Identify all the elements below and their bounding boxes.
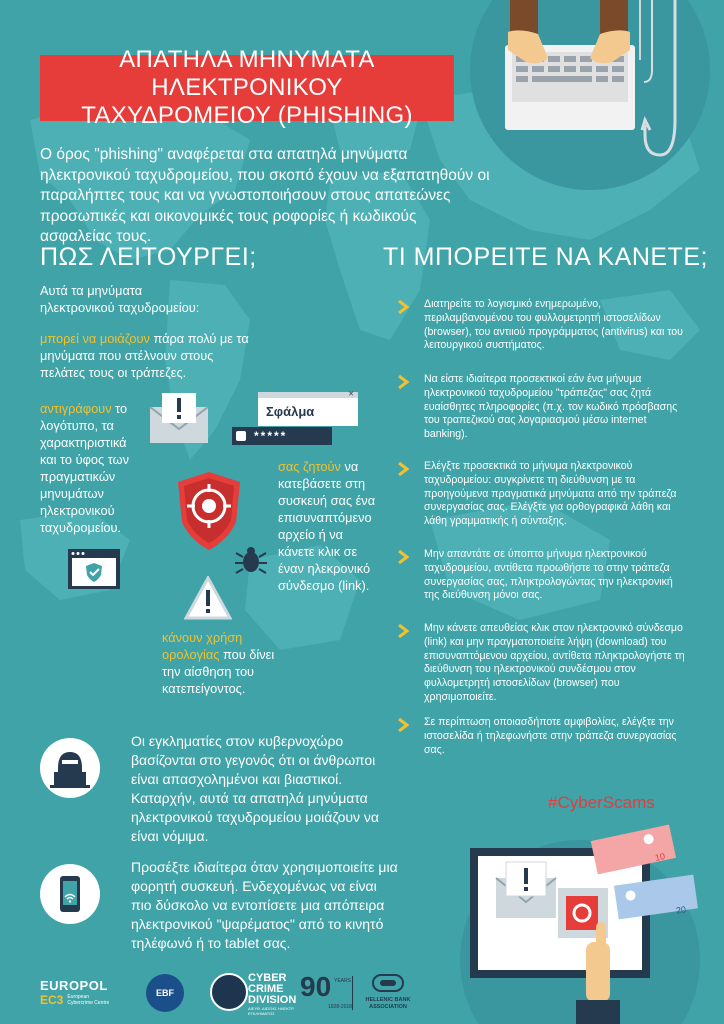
hba-years-label: YEARS: [334, 978, 351, 984]
europol-logo: [40, 978, 140, 1007]
how-item2-highlight: αντιγράφουν: [40, 401, 112, 416]
ec3-subtitle: European Cybercrime Centre: [67, 994, 110, 1006]
ebf-logo: [146, 974, 184, 1012]
error-close-icon: ✕: [348, 391, 354, 398]
what-you-can-do-heading: ΤΙ ΜΠΟΡΕΙΤΕ ΝΑ ΚΑΝΕΤΕ;: [383, 243, 708, 271]
lock-icon: [236, 431, 246, 441]
hba-90-number: 90: [300, 971, 332, 1002]
how-lead-text: Αυτά τα μηνύματα ηλεκτρονικού ταχυδρομείου:: [40, 283, 200, 315]
ec3-logo-text: EC3: [40, 993, 64, 1007]
bottom-paragraph-1: Οι εγκληματίες στον κυβερνοχώρο βασίζονται στο γεγονός ότι οι άνθρωποι είναι απασχολημένοι και βιαστικοί. Καταρχήν, αυτά τα απατηλά μηνύματα ηλεκτρονικού ταχυδρομείου μοιάζουν να είναι νόμιμα.: [131, 733, 380, 844]
hba-emblem-icon: [372, 974, 404, 992]
how-item3-highlight: σας ζητούν: [278, 459, 341, 474]
password-field: [232, 427, 332, 445]
how-item-urgency: [162, 629, 282, 697]
how-item-copy-logo: [40, 400, 140, 536]
banknote-10-value: 10: [654, 851, 666, 863]
tip-4-text: Μην απαντάτε σε ύποπτο μήνυμα ηλεκτρονικού ταχυδρομείου, αντίθετα προωθήστε το στην τράπεζα συνεργασίας σας, πληκτρολογώντας την ηλεκτρονική της διεύθυνση μόνοι σας.: [424, 548, 673, 602]
page-title: [40, 46, 454, 129]
tip-6-text: Σε περίπτωση οποιασδήποτε αμφιβολίας, ελέγξτε την ιστοσελίδα ή τηλεφωνήστε στην τράπεζα συνεργασίας σας.: [424, 716, 677, 756]
fishing-hook-icon: [640, 0, 700, 170]
monitor-phishing-illustration: [466, 822, 706, 1024]
how-item3-text: να κατεβάσετε στη συσκευή σας ένα επισυναπτόμενο αρχείο ή να κάνετε κλικ σε έναν ηλεκρονικό σύνδεσμο (link).: [278, 459, 376, 593]
cybercrime-logo-line3: DIVISION: [248, 994, 297, 1006]
intro-paragraph: Ο όρος "phishing" αναφέρεται στα απατηλά μηνύματα ηλεκτρονικού ταχυδρομείου, που σκοπό έχουν να εξαπατηθούν οι παραλήπτες τους και να γνωστοποιήσουν στους απατεώνες προσωπικές και οικονομικές τους ροφορίες ή κωδικούς ασφαλείας τους.: [40, 146, 490, 245]
how-item1-highlight: μπορεί να μοιάζουν: [40, 331, 150, 346]
tip-2-text: Να είστε ιδιαίτερα προσεκτικοί εάν ένα μήνυμα ηλεκτρονικού ταχυδρομείου "τράπεζας" σας ζητά ευαίσθητες πληροφορίες (π.χ. τον κωδικό πρόσβασης του τραπεζικού σας λογαριασμού μέσω internet banking).: [424, 373, 678, 441]
mobile-phone-icon: [40, 864, 100, 924]
how-item-ask-download: [278, 458, 378, 594]
tip-1-text: Διατηρείτε το λογισμικό ενημερωμένο, περιλαμβανομένου του φυλλομετρητή ιστοσελίδων (browser), του αντιιού προγράμματος (antivirus) και του λειτουργικού συστήματος.: [424, 298, 683, 352]
how-item4-text: που δίνει την αίσθηση του κατεπείγοντος.: [162, 647, 275, 696]
error-dialog: [258, 391, 358, 426]
hacker-icon: [40, 738, 100, 798]
alert-envelope-icon: [148, 393, 210, 445]
browser-checkmark-icon: [68, 549, 120, 589]
title-line-2: ΤΑΧΥΔΡΟΜΕΙΟΥ (PHISHING): [81, 102, 413, 129]
error-label: Σφάλμα: [266, 404, 315, 419]
hba-logo-divider: [352, 976, 353, 1010]
hellenic-bank-association-logo: [358, 974, 418, 1011]
tip-6-chevron-icon: [397, 718, 409, 732]
tip-4-chevron-icon: [397, 550, 409, 564]
cybercrime-badge-icon: [210, 973, 248, 1011]
how-item4-highlight: κάνουν χρήση ορολογίας: [162, 630, 243, 662]
banknote-20-value: 20: [675, 904, 687, 916]
password-mask: *****: [254, 429, 288, 443]
ebf-logo-text: EBF: [156, 988, 174, 998]
hba-dates: 1928-2018: [328, 1004, 352, 1010]
cybercrime-logo-subtitle: ΔΙΕΥΘ. ΔΙΩΞΗΣ ΗΛΕΚΤΡ. ΕΓΚΛΗΜΑΤΟΣ: [248, 1006, 295, 1016]
tip-5-text: Μην κάνετε απευθείας κλικ στον ηλεκτρονικό σύνδεσμο (link) και μην πραγματοποιείτε λήψη (download) του επισυναπτόμενου αρχείου, αντίθετα πληκτρολογήστε τη διεύθυνση του ηλεκτρονικού συνδέσμου στον φυλλομετρητή ιστοσελίδων (browser) που χρησιμοποιείτε.: [424, 622, 685, 703]
tip-3-text: Ελέγξτε προσεκτικά το μήνυμα ηλεκτρονικού ταχυδρομείου: συγκρίνετε τη διεύθυνση με τα προηγούμενα πραγματικά μηνύματα από την τράπεζα συνεργασίας σας. Ελέγξτε για ορθογραφικά λάθη και λάθη γραμματικής ή σύνταξης.: [424, 460, 677, 528]
tip-5-chevron-icon: [397, 624, 409, 638]
how-item1-text: πάρα πολύ με τα μηνύματα που στέλνουν στους πελάτες τους οι τράπεζες.: [40, 331, 249, 380]
tip-2-chevron-icon: [397, 375, 409, 389]
hashtag: #CyberScams: [548, 793, 655, 812]
hba-name-line1: HELLENIC BANK: [365, 997, 411, 1003]
bottom-paragraph-2: Προσέξτε ιδιαίτερα όταν χρησιμοποιείτε μια φορητή συσκευή. Ενδεχομένως να είναι πιο δύσκολο να εντοπίσετε μια απόπειρα ηλεκτρονικού "ψαρέματος" από το κινητό τηλέφωνό ή το tablet σας.: [131, 859, 398, 951]
hba-90-years-logo: [300, 972, 354, 1012]
tip-1-chevron-icon: [397, 300, 409, 314]
how-it-works-heading: ΠΩΣ ΛΕΙΤΟΥΡΓΕΙ;: [40, 243, 257, 271]
cybercrime-logo-line2: CRIME: [248, 983, 284, 995]
warning-triangle-icon: [184, 576, 232, 620]
how-item-looks-like-banks: [40, 330, 250, 381]
europol-logo-text: EUROPOL: [40, 978, 108, 993]
how-item2-text: το λογότυπο, τα χαρακτηριστικά και το ύφος των πραγματικών μηνυμάτων ηλεκτρονικού ταχυδρομείου.: [40, 401, 129, 535]
cybercrime-logo-line1: CYBER: [248, 972, 287, 984]
target-shield-icon: [176, 470, 242, 552]
tip-3-chevron-icon: [397, 462, 409, 476]
hba-name-line2: ASSOCIATION: [369, 1004, 407, 1010]
bug-icon: [234, 545, 268, 575]
title-line-1: ΑΠΑΤΗΛΑ ΜΗΝΥΜΑΤΑ ΗΛΕΚΤΡΟΝΙΚΟΥ: [119, 46, 375, 101]
